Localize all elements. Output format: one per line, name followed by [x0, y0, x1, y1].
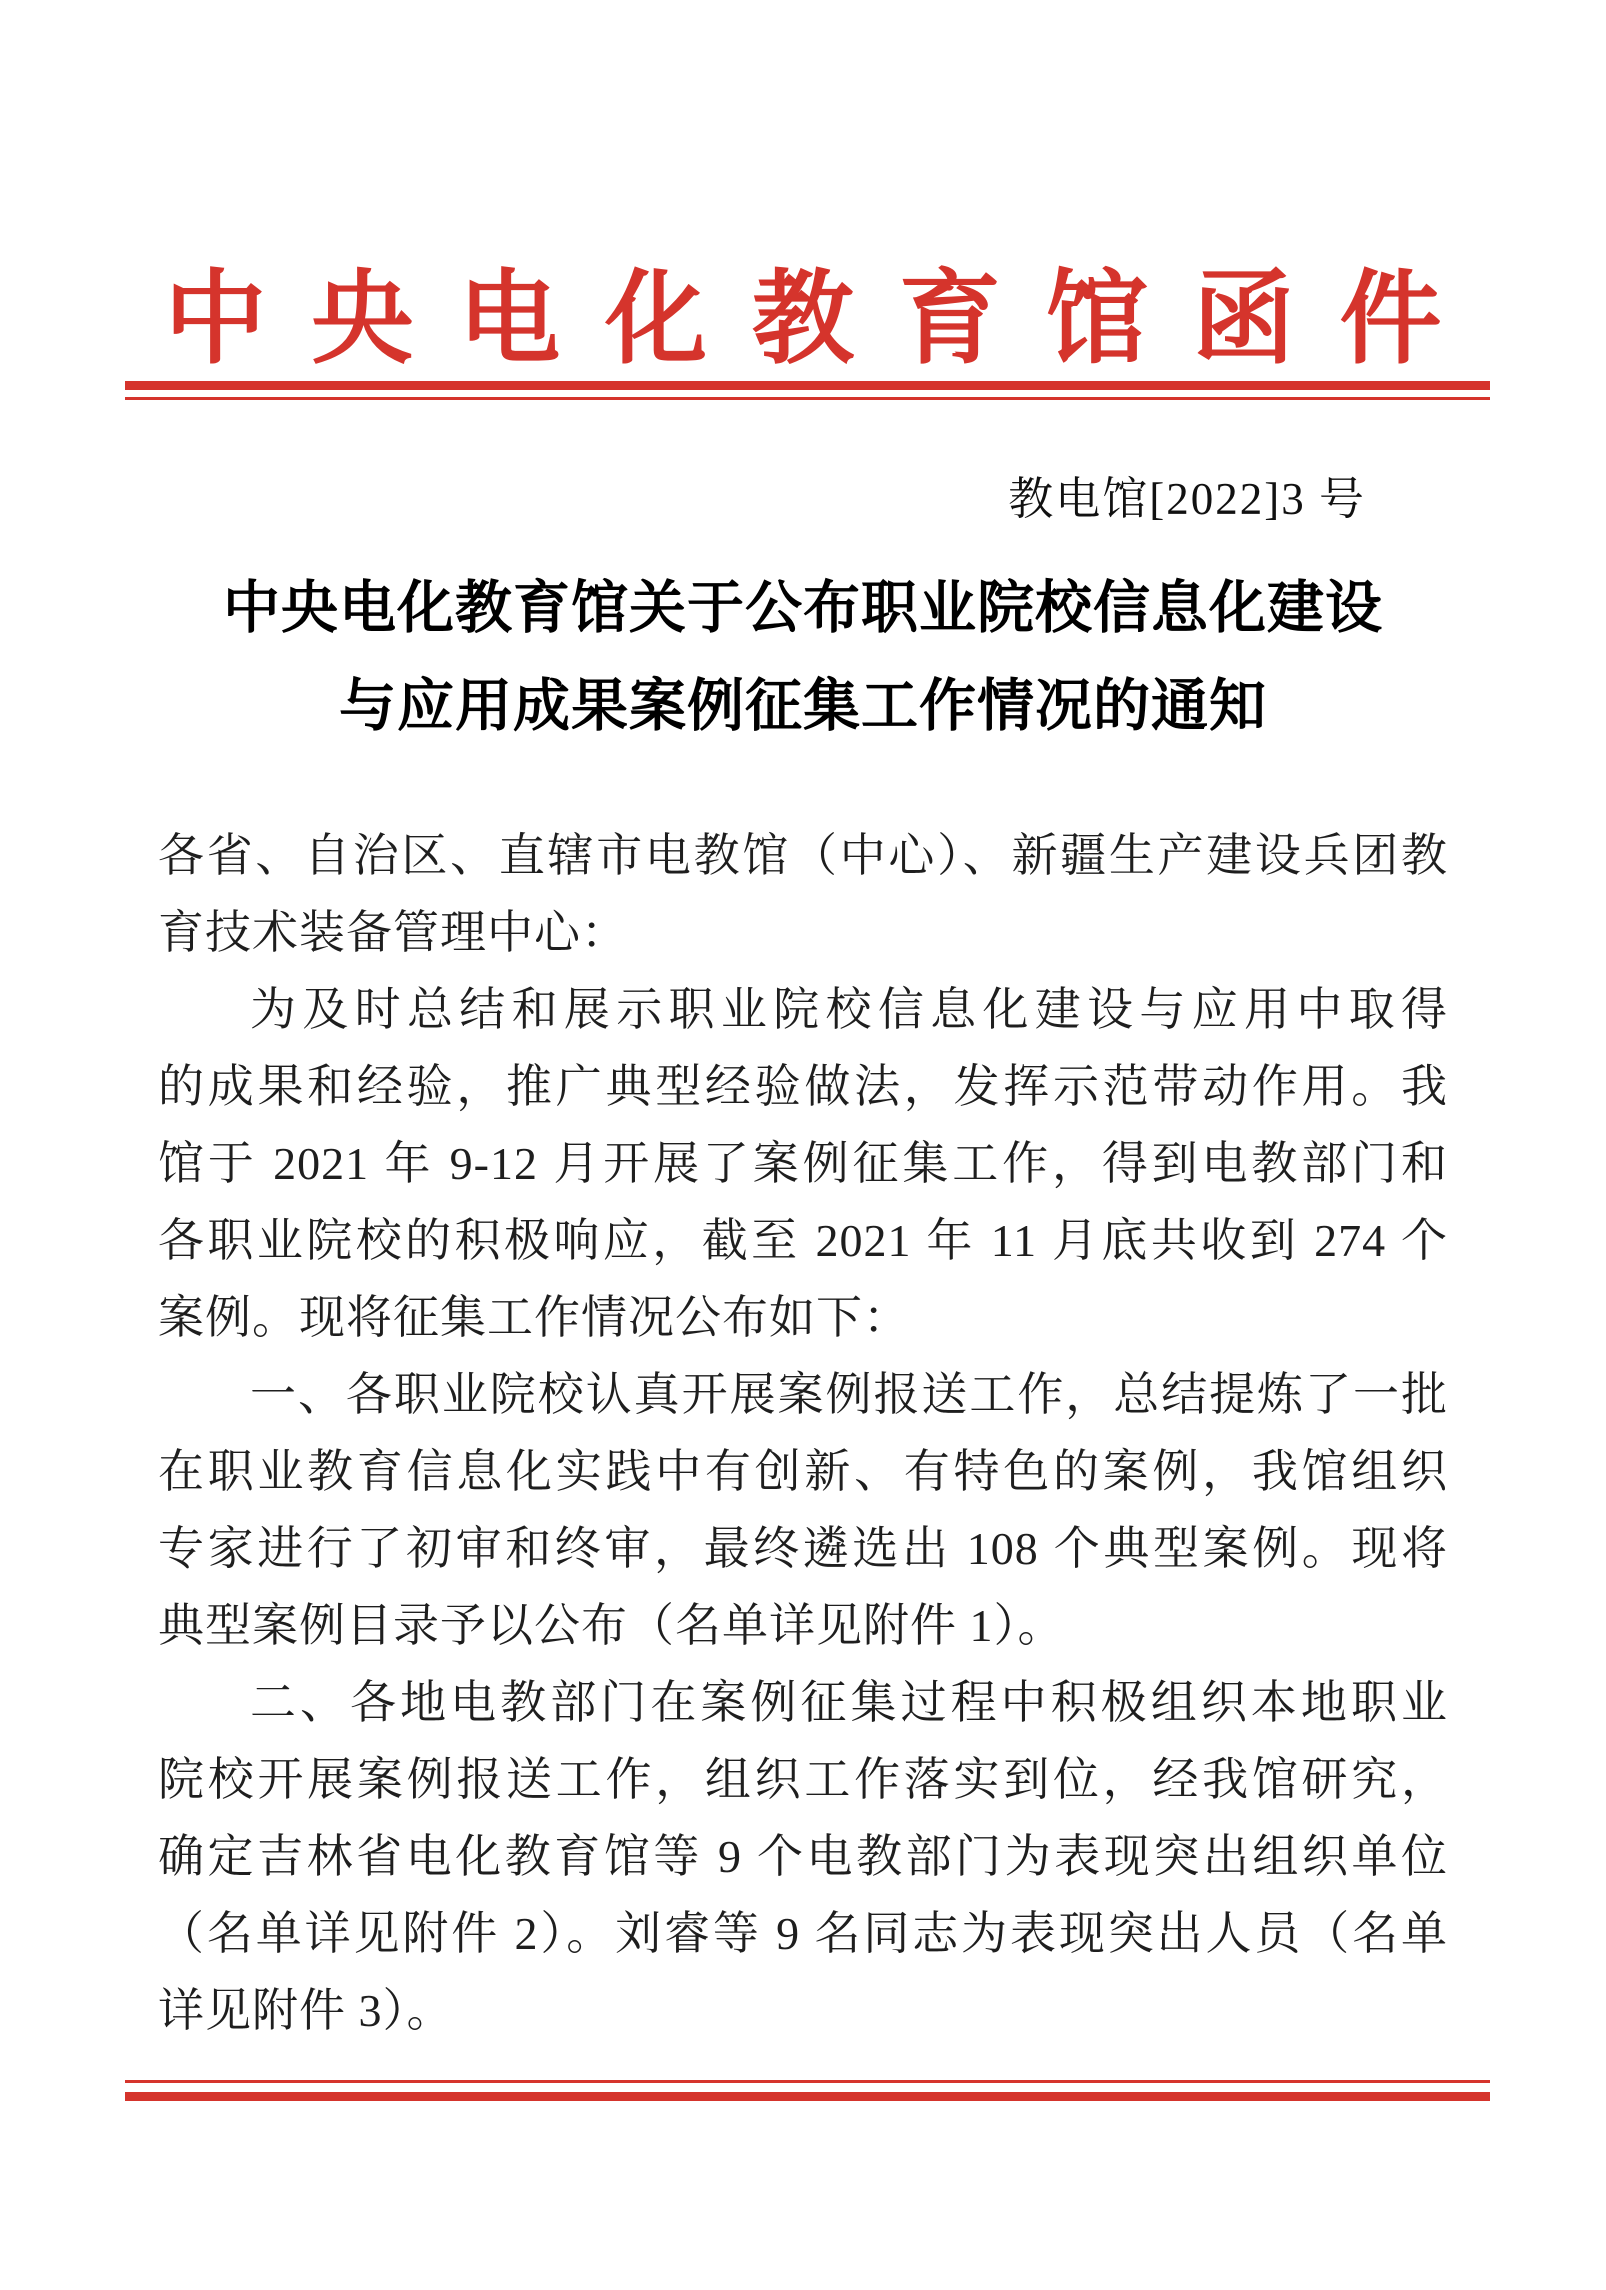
body-line: 二、各地电教部门在案例征集过程中积极组织本地职业 [250, 1677, 1448, 1728]
body-line: 在职业教育信息化实践中有创新、有特色的案例，我馆组织 [158, 1446, 1448, 1497]
body-line: 专家进行了初审和终审，最终遴选出 108 个典型案例。现将 [158, 1523, 1448, 1574]
body-line: 院校开展案例报送工作，组织工作落实到位，经我馆研究， [158, 1754, 1448, 1805]
document-number: 教电馆[2022]3 号 [1008, 474, 1366, 524]
letterhead-title: 中央电化教育馆函件 [164, 264, 1487, 377]
body-line: 各职业院校的积极响应，截至 2021 年 11 月底共收到 274 个 [158, 1215, 1448, 1266]
footer-rule-thin [125, 2080, 1490, 2083]
document-title-line1: 中央电化教育馆关于公布职业院校信息化建设 [223, 577, 1383, 640]
header-rule-thick [125, 381, 1490, 390]
body-line: 为及时总结和展示职业院校信息化建设与应用中取得 [250, 984, 1448, 1035]
document-title-line2: 与应用成果案例征集工作情况的通知 [339, 675, 1267, 738]
footer-rule-thick [125, 2092, 1490, 2101]
body-line: 馆于 2021 年 9-12 月开展了案例征集工作，得到电教部门和 [158, 1138, 1448, 1189]
body-line: 各省、自治区、直辖市电教馆（中心）、新疆生产建设兵团教 [158, 830, 1448, 881]
body-line: 育技术装备管理中心： [158, 907, 628, 958]
header-rule-thin [125, 397, 1490, 400]
body-line: （名单详见附件 2）。刘睿等 9 名同志为表现突出人员（名单 [158, 1908, 1448, 1959]
body-line: 确定吉林省电化教育馆等 9 个电教部门为表现突出组织单位 [158, 1831, 1448, 1882]
body-line: 典型案例目录予以公布（名单详见附件 1）。 [158, 1600, 1065, 1651]
body-text [158, 817, 1448, 2049]
body-line: 案例。现将征集工作情况公布如下： [158, 1292, 910, 1343]
body-line: 的成果和经验，推广典型经验做法，发挥示范带动作用。我 [158, 1061, 1448, 1112]
body-line: 详见附件 3）。 [158, 1985, 454, 2036]
body-line: 一、各职业院校认真开展案例报送工作，总结提炼了一批 [250, 1369, 1448, 1420]
document-title [0, 560, 1606, 756]
